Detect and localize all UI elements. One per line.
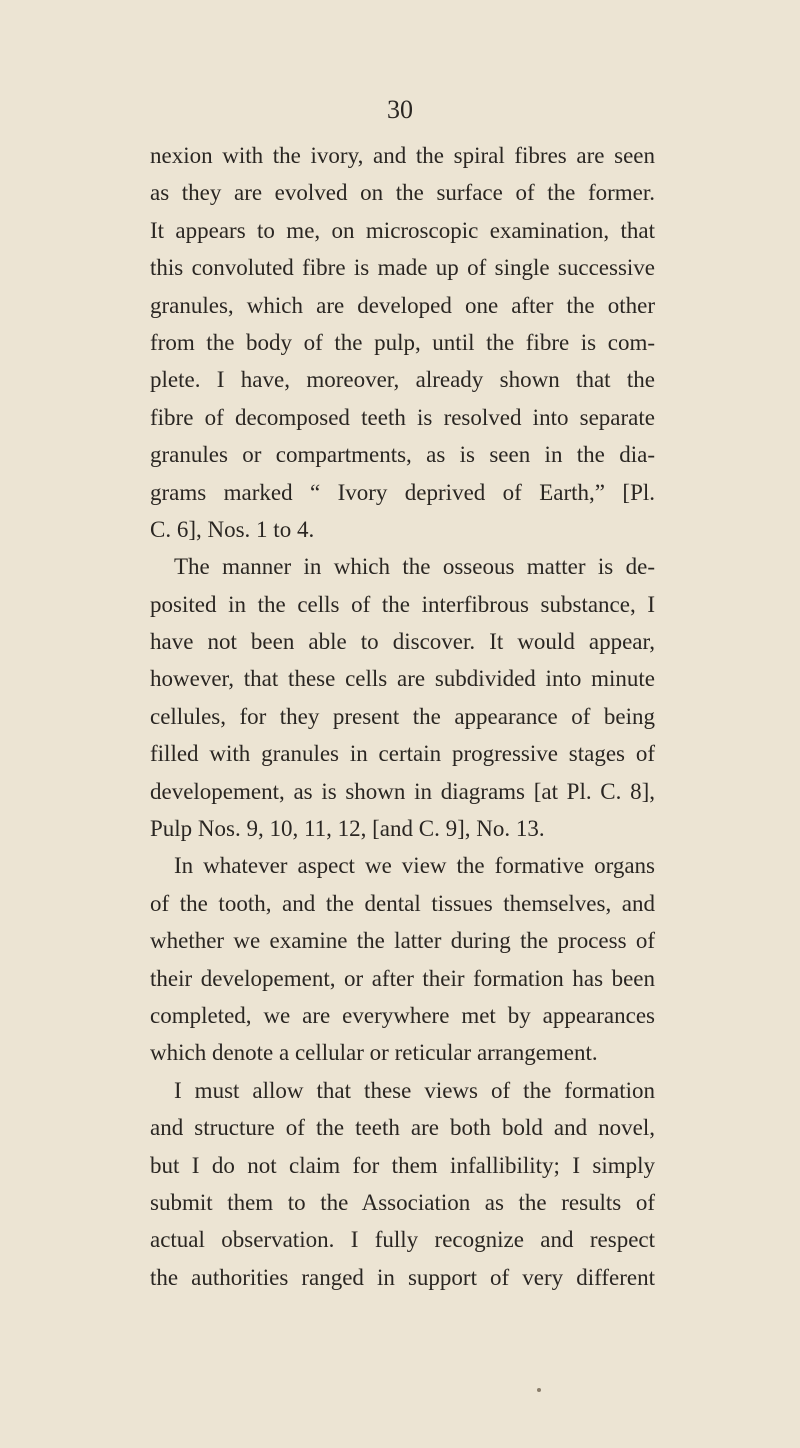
text-line: have not been able to discover. It would appear, [150,629,655,655]
text-line: and structure of the teeth are both bold and novel, [150,1115,655,1141]
text-line: their developement, or after their formation has been [150,965,655,991]
text-line: posited in the cells of the interfibrous substance, I [150,591,655,617]
body-text [150,137,655,1296]
text-line: cellules, for they present the appearance of being [150,703,655,729]
text-line: however, that these cells are subdivided into minute [150,666,655,692]
text-line: It appears to me, on microscopic examination, that [150,217,655,243]
text-line: developement, as is shown in diagrams [at Pl. C. 8], [150,778,655,804]
page-number: 30 [387,95,413,124]
text-line: grams marked “ Ivory deprived of Earth,” [Pl. [150,479,655,505]
text-line: but I do not claim for them infallibility; I simply [150,1152,655,1178]
text-line: this convoluted fibre is made up of single successive [150,255,655,281]
text-line: whether we examine the latter during the process of [150,928,655,954]
text-line: In whatever aspect we view the formative organs [174,853,655,879]
text-line: Pulp Nos. 9, 10, 11, 12, [and C. 9], No. 13. [150,816,545,842]
text-line: actual observation. I fully recognize and respect [150,1227,655,1253]
text-line: granules, which are developed one after the other [150,292,655,318]
text-line: submit them to the Association as the results of [150,1189,655,1215]
paper-speck [537,1388,541,1392]
text-line: filled with granules in certain progressive stages of [150,741,655,767]
text-line: of the tooth, and the dental tissues themselves, and [150,890,655,916]
text-line: completed, we are everywhere met by appearances [150,1002,655,1028]
text-line: fibre of decomposed teeth is resolved into separate [150,404,655,430]
text-line: from the body of the pulp, until the fibre is com- [150,329,655,355]
text-line: the authorities ranged in support of very different [150,1264,655,1290]
text-line: granules or compartments, as is seen in the dia- [150,442,655,468]
text-line: nexion with the ivory, and the spiral fibres are seen [150,143,655,168]
text-line: which denote a cellular or reticular arrangement. [150,1040,598,1066]
text-line: plete. I have, moreover, already shown that the [150,367,655,393]
text-line: as they are evolved on the surface of the former. [150,180,655,206]
text-line: The manner in which the osseous matter is de- [174,554,655,580]
text-line: I must allow that these views of the formation [174,1077,655,1103]
text-line: C. 6], Nos. 1 to 4. [150,516,315,542]
